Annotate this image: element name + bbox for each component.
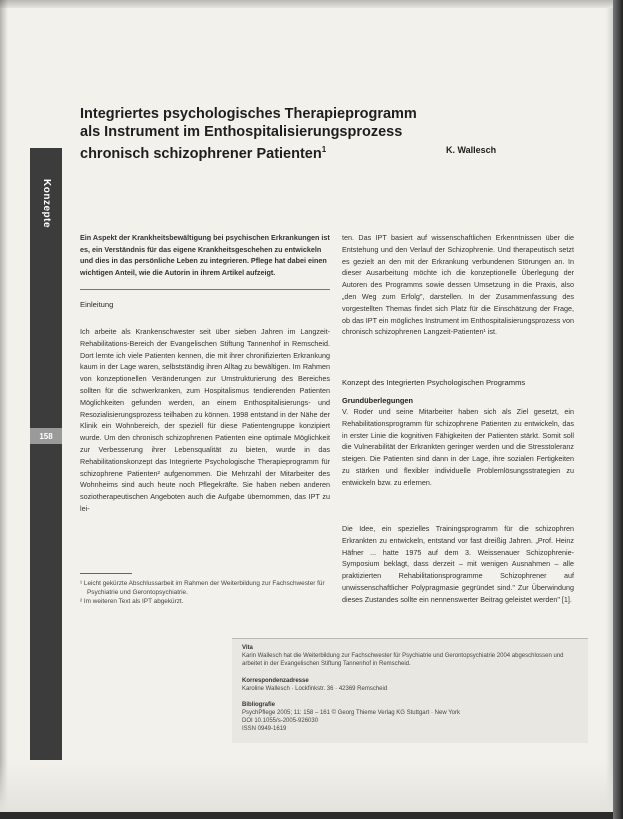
footnote-2: ² Im weiteren Text als IPT abgekürzt. — [80, 598, 184, 606]
vita-label: Vita — [242, 645, 253, 651]
concept-paragraph-1: V. Roder und seine Mitarbeiter haben sich als Ziel gesetzt, ein Rehabilitationsprogramm für schizophrene Patienten zu entwickeln, das in erster Linie die kognitiven Fähigkeiten der Patienten stärkt. Somit soll die Vulnerabilität der Erkrankten geringer werden und die Stresstoleranz steigen. Die Patienten sind dann in der Lage, ihre sozialen Fertigkeiten zu stärken und flexibler individuelle Problemlösungsstrategien zu entwickeln bzw. zu erlernen. — [342, 407, 574, 487]
scan-bottom-fade — [0, 760, 613, 812]
bibliography-line-1: PsychPflege 2005; 11: 158 – 161 © Georg Thieme Verlag KG Stuttgart · New York — [242, 710, 460, 716]
author-name: K. Wallesch — [446, 145, 497, 155]
abstract-divider — [80, 289, 330, 290]
article-title — [80, 105, 440, 163]
gutter-shadow — [0, 0, 8, 812]
page-edge-shadow — [613, 0, 623, 819]
bibliography-line-2: DOI 10.1055/s-2005-926030 — [242, 718, 319, 724]
footnote-divider — [80, 573, 132, 574]
vita-block — [242, 644, 582, 668]
heading-konzept: Konzept des Integrierten Psychologischen Programms — [342, 378, 526, 387]
bibliography-block — [242, 701, 582, 733]
intro-paragraph: Ich arbeite als Krankenschwester seit über sieben Jahren im Langzeit-Rehabilitations-Bereich der Evangelischen Stiftung Tannenhof in Remscheid. Dort lernte ich viele Patienten kennen, die mit ihrer chronifizierten Erkrankung kaum in der Lage waren, selbstständig ihren Alltag zu bewältigen. Im Rahmen von konzeptionellen Veränderungen zur Umstrukturierung des Bereiches sollten für die schwerkranken, zum Hospitalismus tendierenden Patienten Möglichkeiten gefunden werden, an einem Enthospitalisierungs- und Resozialisierungsprozess teilhaben zu können. 1998 entstand in der Nähe der Klinik ein Wohnbereich, der speziell für diese Patientengruppe konzipiert wurde. Um den chronisch schizophrenen Patienten eine optimale Möglichkeit zur Verbesserung ihrer Lebensqualität zu bieten, wurde in das Rehabilitationskonzept das Integrierte Psychologische Therapieprogramm für schizophrene Patienten² aufgenommen. Die Mehrzahl der Mitarbeiter des Wohnheims sind auch heute noch Pflegekräfte. Sie haben neben anderen soziotherapeutischen Angeboten auch die Aufgabe übernommen, das IPT zu lei- — [80, 327, 330, 513]
section-label: Konzepte — [40, 178, 52, 228]
title-line-1: Integriertes psychologisches Therapieprogramm — [80, 106, 417, 122]
heading-einleitung: Einleitung — [80, 300, 114, 309]
info-box — [232, 638, 588, 743]
contact-text: Karoline Wallesch · Lockfinkstr. 36 · 42369 Remscheid — [242, 686, 388, 692]
footnotes — [80, 579, 330, 607]
page-number: 158 — [30, 428, 62, 444]
footnote-1: ¹ Leicht gekürzte Abschlussarbeit im Rahmen der Weiterbildung zur Fachschwester für Psychiatrie und Gerontopsychiatrie. — [80, 580, 325, 597]
article-abstract: Ein Aspekt der Krankheitsbewältigung bei psychischen Erkrankungen ist es, ein Verständnis für das eigene Krankheitsgeschehen zu entwickeln und dies in das persönliche Leben zu integrieren. Pflege hat dabei einen wichtigen Anteil, wie die Autorin in ihrem Artikel aufzeigt. — [80, 233, 330, 277]
contact-label: Korrespondenzadresse — [242, 678, 309, 684]
title-footnote-mark: 1 — [321, 145, 327, 154]
concept-paragraph-2: Die Idee, ein spezielles Trainingsprogramm für die schizophren Erkrankten zu entwickeln, entstand vor fast dreißig Jahren. „Prof. Heinz Häfner ... hatte 1975 auf dem 3. Weissenauer Schizophrenie-Symposium beklagt, dass derzeit – mit wenigen Ausnahmen – alle praktizierten Rehabilitationsprogramme Schizophrener auf unwissenschaftlicher Polypragmasie gegründet sind." Zur Überwindung dieses Zustandes sollte ein nennenswerter Beitrag geleistet werden" [1]. — [342, 524, 574, 604]
bibliography-label: Bibliografie — [242, 702, 276, 708]
title-line-2: als Instrument im Enthospitalisierungsprozess — [80, 124, 403, 140]
vita-text: Karin Wallesch hat die Weiterbildung zur Fachschwester für Psychiatrie und Gerontopsychiatrie 2004 abgeschlossen und arbeitet in der Evangelischen Stiftung Tannenhof in Remscheid. — [242, 653, 564, 667]
contact-block — [242, 677, 582, 693]
scan-top-edge — [0, 0, 613, 8]
section-sidebar — [30, 148, 62, 760]
title-line-3: chronisch schizophrener Patienten$^1$ — [80, 145, 327, 162]
right-column-paragraph: ten. Das IPT basiert auf wissenschaftlichen Erkenntnissen über die Entstehung und den Verlauf der Schizophrenie. Und therapeutisch setzt es gezielt an den mit der Erkrankung verbundenen Störungen an. In dieser Ausarbeitung möchte ich die konzeptionelle Überlegung der Autoren des Programms sowie dessen Umsetzung in die Praxis, also „den Weg zum Erfolg", darstellen. In der Zusammenfassung des vorgestellten Themas findet sich Platz für die Einschätzung der Frage, ob das IPT ein mögliches Instrument im Enthospitalisierungsprozess von chronisch schizophrenen Langzeit-Patienten¹ ist. — [342, 233, 574, 337]
bibliography-line-3: ISSN 0949-1619 — [242, 726, 287, 732]
subheading-grunduberlegungen: Grundüberlegungen — [342, 396, 414, 405]
